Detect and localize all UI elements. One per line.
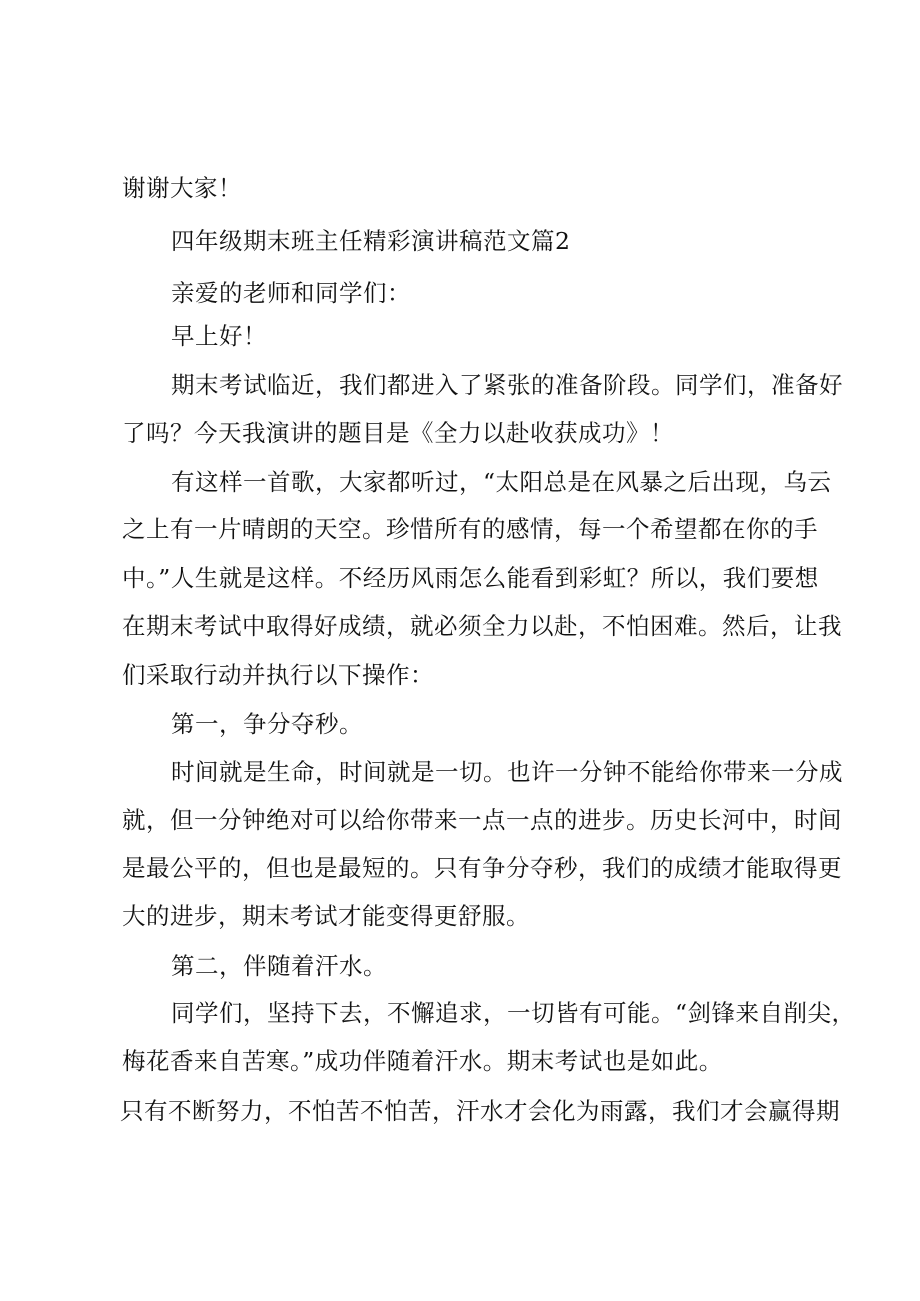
paragraph-line: 梅花香来自苦寒。”成功伴随着汗水。期末考试也是如此。	[122, 1047, 723, 1075]
paragraph-line: 就，但一分钟绝对可以给你带来一点一点的进步。历史长河中，时间	[122, 806, 842, 834]
paragraph-line: 大的进步，期末考试才能变得更舒服。	[122, 902, 530, 930]
point-heading: 第二，伴随着汗水。	[171, 952, 387, 980]
paragraph-line: 期末考试临近，我们都进入了紧张的准备阶段。同学们，准备好	[171, 371, 843, 399]
paragraph-line: 只有不断努力，不怕苦不怕苦，汗水才会化为雨露，我们才会赢得期	[120, 1097, 840, 1125]
paragraph-line: 之上有一片晴朗的天空。珍惜所有的感情，每一个希望都在你的手	[122, 515, 818, 543]
section-title: 四年级期末班主任精彩演讲稿范文篇2	[171, 227, 571, 255]
paragraph-line: 们采取行动并执行以下操作：	[122, 661, 434, 689]
salutation: 亲爱的老师和同学们：	[171, 279, 411, 307]
paragraph-line: 是最公平的，但也是最短的。只有争分夺秒，我们的成绩才能取得更	[122, 854, 842, 882]
greeting: 早上好！	[171, 322, 267, 350]
paragraph-line: 了吗？今天我演讲的题目是《全力以赴收获成功》！	[122, 419, 674, 447]
paragraph-line: 同学们，坚持下去，不懈追求，一切皆有可能。“剑锋来自削尖，	[171, 999, 856, 1027]
paragraph-line: 有这样一首歌，大家都听过，“太阳总是在风暴之后出现，乌云	[171, 468, 832, 496]
paragraph-line: 时间就是生命，时间就是一切。也许一分钟不能给你带来一分成	[171, 758, 843, 786]
paragraph-line: 在期末考试中取得好成绩，就必须全力以赴，不怕困难。然后，让我	[122, 612, 842, 640]
closing-line: 谢谢大家！	[122, 174, 242, 202]
paragraph-line: 中。”人生就是这样。不经历风雨怎么能看到彩虹？所以，我们要想	[122, 564, 819, 592]
point-heading: 第一，争分夺秒。	[171, 710, 363, 738]
